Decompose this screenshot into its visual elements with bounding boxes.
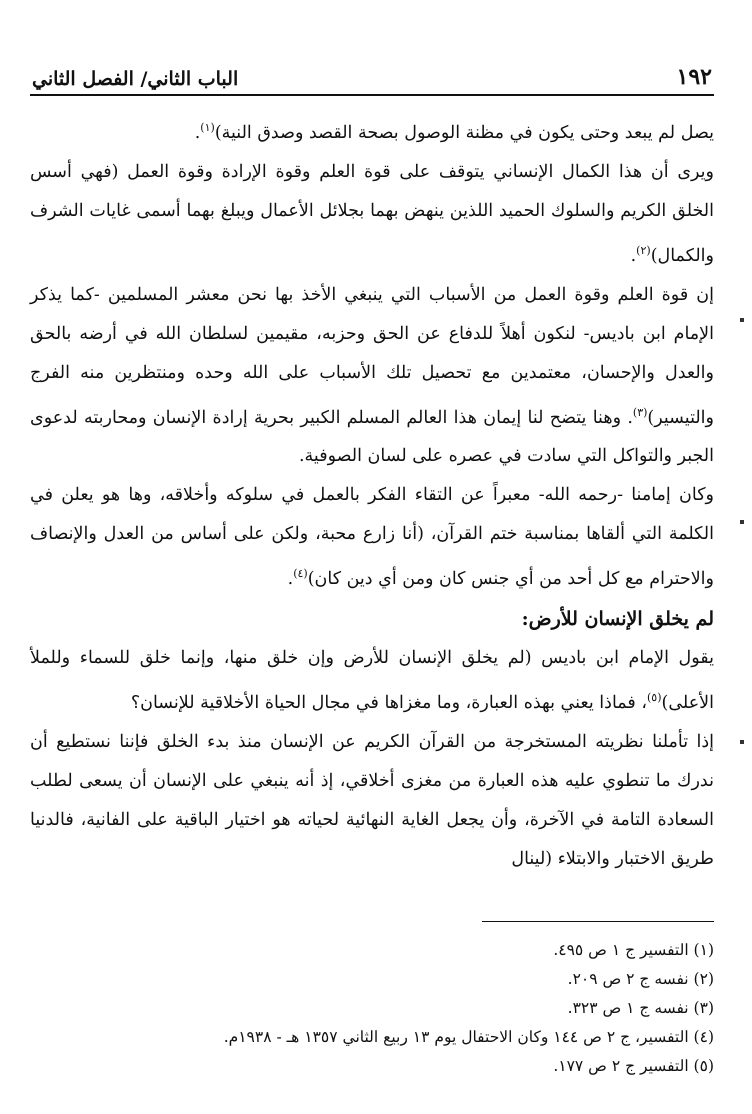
footnotes [30, 936, 714, 1081]
scan-mark [740, 318, 744, 322]
paragraph-3: إن قوة العلم وقوة العمل من الأسباب التي ينبغي الأخذ بها نحن معشر المسلمين -كما يذكر الإمام ابن باديس- لنكون أهلاً للدفاع عن الحق وحزبه، مقيمين لسلطان الله في أرضه بالحق والعدل والإحسان، معتمدين مع تحصيل تلك الأسباب على الله وحده ومنتظرين منه الفرج والتيسير)$^{(٣)}$. وهنا يتضح لنا إيمان هذا العالم المسلم الكبير بحرية إرادة الإنسان ومحاربته لدعوى الجبر والتواكل التي سادت في عصره على لسان الصوفية. [30, 284, 714, 467]
header-rule [30, 94, 714, 96]
paragraph-5: يقول الإمام ابن باديس (لم يخلق الإنسان للأرض وإن خلق منها، وإنما خلق للسماء وللملأ الأعلى)$^{(٥)}$، فماذا يعني بهذه العبارة، وما مغزاها في مجال الحياة الأخلاقية للإنسان؟ [30, 648, 714, 714]
scan-mark [740, 740, 744, 744]
footnote-ref-3: (٣) [632, 405, 648, 419]
paragraph-6: إذا تأملنا نظريته المستخرجة من القرآن الكريم عن الإنسان منذ بدء الخلق فإننا نستطيع أن ندرك ما تنطوي عليه هذه العبارة من مغزى أخلاقي، إذ أنه ينبغي على الإنسان أن يسعى لطلب السعادة التامة في الآخرة، وأن يجعل الغاية النهائية لحياته هو اختيار الباقية على الفانية، فالدنيا طريق الاختبار والابتلاء (لينال [30, 732, 714, 870]
footnote-ref-2: (٢) [636, 243, 651, 257]
footnote-1: (١) التفسير ج ١ ص ٤٩٥. [553, 941, 714, 960]
footnote-2: (٢) نفسه ج ٢ ص ٢٠٩. [567, 970, 714, 989]
footnote-5: (٥) التفسير ج ٢ ص ١٧٧. [553, 1057, 714, 1076]
page-header [30, 44, 714, 90]
page-number: ١٩٢ [676, 64, 712, 90]
footnote-ref-1: (١) [200, 121, 215, 134]
footnote-rule [482, 921, 714, 922]
footnote-ref-5: (٥) [646, 691, 662, 705]
footnote-ref-4: (٤) [293, 567, 308, 581]
paragraph-1: يصل لم يبعد وحتى يكون في مظنة الوصول بصحة القصد وصدق النية)$^{(١)}$. [194, 121, 714, 143]
paragraph-4: وكان إمامنا -رحمه الله- معبراً عن التقاء الفكر بالعمل في سلوكه وأخلاقه، وها هو يعلن في الكلمة التي ألقاها بمناسبة ختم القرآن، (أنا زارع محبة، ولكن على أساس من العدل والإنصاف والاحترام مع كل أحد من أي جنس كان ومن أي دين كان)$^{(٤)}$. [30, 485, 714, 590]
section-heading: لم يخلق الإنسان للأرض: [521, 608, 714, 631]
book-page [30, 44, 714, 1081]
paragraph-2: ويرى أن هذا الكمال الإنساني يتوقف على قوة العلم وقوة الإرادة وقوة العمل (فهي أسس الخلق الكريم والسلوك الحميد اللذين ينهض بهما بجلائل الأعمال ويبلغ بهما أسمى غايات الشرف والكمال)$^{(٢)}$. [30, 161, 714, 266]
page-body [30, 108, 714, 879]
chapter-title: الباب الثاني/ الفصل الثاني [32, 68, 239, 90]
footnote-3: (٣) نفسه ج ١ ص ٣٢٣. [567, 999, 714, 1018]
scan-mark [740, 520, 744, 524]
footnote-4: (٤) التفسير، ج ٢ ص ١٤٤ وكان الاحتفال يوم ١٣ ربيع الثاني ١٣٥٧ هـ - ١٩٣٨م. [223, 1028, 714, 1047]
